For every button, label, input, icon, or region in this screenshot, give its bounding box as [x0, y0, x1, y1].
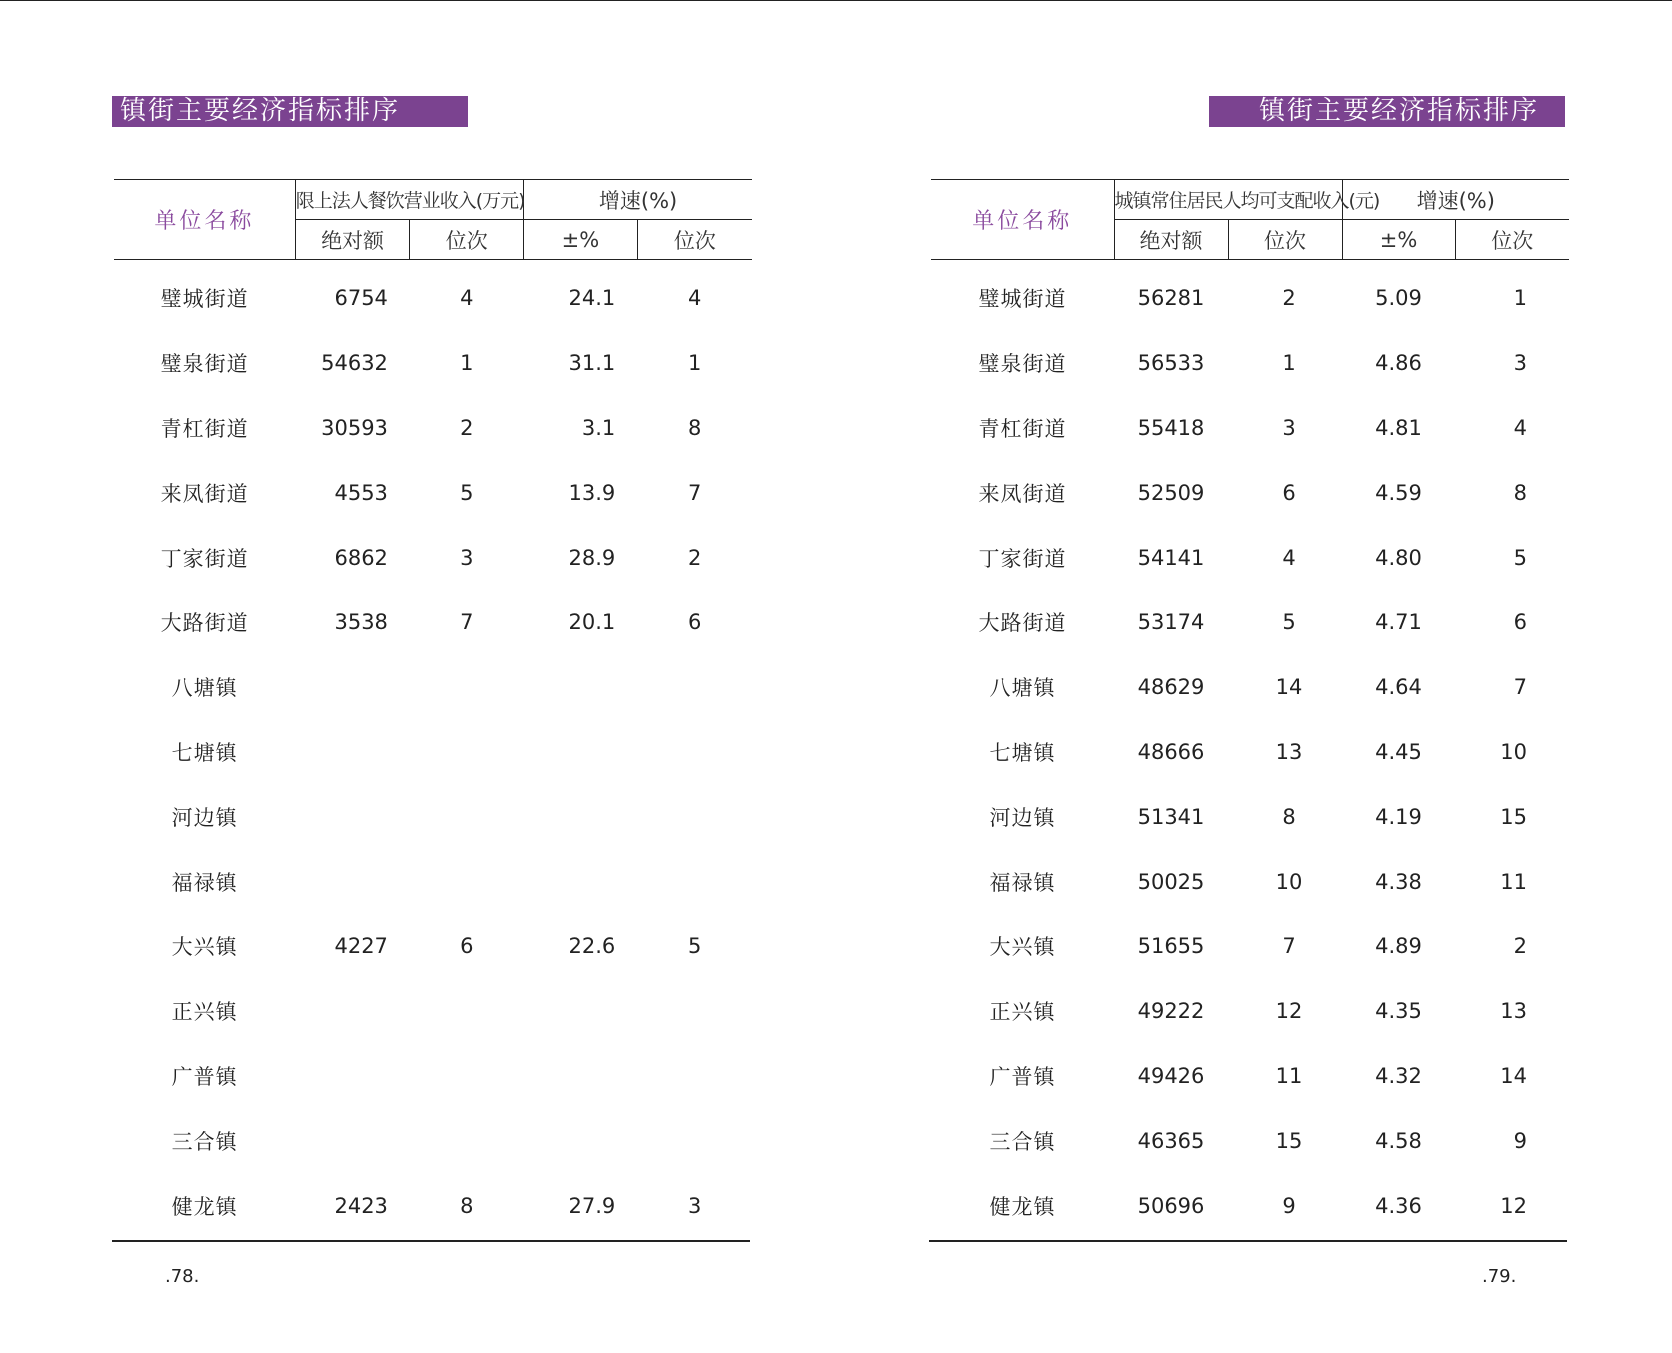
column-header-rank: 位次	[410, 220, 524, 260]
absolute-value-cell: 49426	[1137, 1063, 1205, 1088]
growth-percent-cell: 4.86	[1375, 351, 1422, 376]
absolute-value-cell: 52509	[1137, 480, 1205, 505]
table-row	[114, 460, 752, 525]
absolute-value-cell: 56533	[1137, 351, 1205, 376]
rank-cell: 7	[1282, 934, 1296, 959]
rank-cell	[410, 979, 524, 1044]
growth-rank-cell: 3	[687, 1193, 702, 1218]
unit-name-cell: 青杠街道	[978, 416, 1067, 441]
growth-percent-cell: 4.58	[1375, 1128, 1422, 1153]
table-row	[931, 260, 1569, 331]
growth-percent-cell: 4.71	[1375, 610, 1422, 635]
column-group-header-value: 城镇常住居民人均可支配收入(元)	[1114, 180, 1342, 220]
table-row	[931, 914, 1569, 979]
absolute-value-cell: 30593	[321, 415, 388, 440]
rank-cell	[410, 655, 524, 720]
growth-rank-cell: 10	[1500, 739, 1528, 764]
growth-percent-cell: 4.45	[1375, 739, 1422, 764]
growth-percent-cell: 4.81	[1375, 415, 1422, 440]
table-row	[114, 1108, 752, 1173]
table-row	[114, 525, 752, 590]
unit-name-cell: 健龙镇	[989, 1194, 1056, 1219]
unit-name-cell: 正兴镇	[171, 1000, 238, 1025]
unit-name-cell: 正兴镇	[989, 1000, 1056, 1025]
rank-cell: 8	[460, 1193, 474, 1218]
growth-percent-cell: 5.09	[1375, 286, 1422, 311]
unit-name-cell: 来凤街道	[978, 481, 1067, 506]
rank-cell: 14	[1275, 675, 1303, 700]
rank-cell: 11	[1275, 1063, 1303, 1088]
absolute-value-cell	[295, 1108, 410, 1173]
table-row	[931, 979, 1569, 1044]
unit-name-cell: 七塘镇	[171, 740, 238, 765]
absolute-value-cell: 3538	[334, 610, 388, 635]
table-row	[114, 331, 752, 396]
column-header-unit-name: 单位名称	[114, 180, 295, 260]
table-bottom-rule	[929, 1240, 1567, 1242]
ranking-table	[931, 179, 1569, 1238]
growth-percent-cell: 31.1	[568, 351, 616, 376]
growth-rank-cell: 11	[1500, 869, 1528, 894]
growth-percent-cell: 13.9	[568, 480, 616, 505]
absolute-value-cell: 55418	[1137, 415, 1205, 440]
absolute-value-cell: 48629	[1137, 675, 1205, 700]
unit-name-cell: 大路街道	[160, 611, 249, 636]
growth-percent-cell	[524, 655, 638, 720]
table-row	[114, 590, 752, 655]
unit-name-cell: 丁家街道	[160, 546, 249, 571]
growth-percent-cell: 4.19	[1375, 804, 1422, 829]
absolute-value-cell	[295, 655, 410, 720]
growth-percent-cell: 4.38	[1375, 869, 1422, 894]
growth-percent-cell: 4.35	[1375, 999, 1422, 1024]
column-header-percent: ±%	[524, 220, 638, 260]
growth-rank-cell	[637, 849, 752, 914]
absolute-value-cell	[295, 979, 410, 1044]
absolute-value-cell: 4227	[334, 934, 388, 959]
unit-name-cell: 三合镇	[171, 1129, 238, 1154]
table-bottom-rule	[112, 1240, 750, 1242]
growth-rank-cell: 1	[687, 351, 702, 376]
table-row	[931, 525, 1569, 590]
rank-cell: 10	[1275, 869, 1303, 894]
absolute-value-cell: 51655	[1137, 934, 1205, 959]
unit-name-cell: 璧城街道	[160, 287, 249, 312]
right-page	[927, 0, 1587, 1353]
table-row	[931, 396, 1569, 461]
column-header-unit-name: 单位名称	[931, 180, 1114, 260]
growth-percent-cell: 24.1	[568, 286, 616, 311]
rank-cell	[410, 784, 524, 849]
growth-rank-cell: 13	[1500, 999, 1528, 1024]
table-row	[931, 655, 1569, 720]
column-header-absolute: 绝对额	[1114, 220, 1228, 260]
absolute-value-cell	[295, 720, 410, 785]
growth-percent-cell	[524, 1108, 638, 1173]
growth-percent-cell: 28.9	[568, 545, 616, 570]
table-row	[114, 1044, 752, 1109]
rank-cell	[410, 1108, 524, 1173]
section-banner: 镇街主要经济指标排序	[1209, 96, 1565, 127]
rank-cell: 6	[1282, 480, 1296, 505]
unit-name-cell: 大兴镇	[989, 935, 1056, 960]
rank-cell	[410, 1044, 524, 1109]
column-header-percent: ±%	[1342, 220, 1455, 260]
absolute-value-cell: 50696	[1137, 1193, 1205, 1218]
growth-rank-cell: 6	[687, 610, 702, 635]
growth-percent-cell: 4.80	[1375, 545, 1422, 570]
rank-cell: 8	[1282, 804, 1296, 829]
rank-cell: 1	[460, 351, 474, 376]
growth-rank-cell: 2	[687, 545, 702, 570]
growth-rank-cell	[637, 784, 752, 849]
growth-rank-cell: 5	[1513, 545, 1528, 570]
unit-name-cell: 青杠街道	[160, 416, 249, 441]
growth-rank-cell: 14	[1500, 1063, 1528, 1088]
absolute-value-cell: 50025	[1137, 869, 1205, 894]
absolute-value-cell: 4553	[334, 480, 388, 505]
absolute-value-cell: 6754	[334, 286, 388, 311]
growth-percent-cell: 3.1	[581, 415, 616, 440]
rank-cell: 15	[1275, 1128, 1303, 1153]
absolute-value-cell: 56281	[1137, 286, 1205, 311]
growth-rank-cell: 8	[1513, 480, 1528, 505]
rank-cell: 6	[460, 934, 474, 959]
absolute-value-cell	[295, 1044, 410, 1109]
unit-name-cell: 广普镇	[989, 1064, 1056, 1089]
absolute-value-cell: 49222	[1137, 999, 1205, 1024]
unit-name-cell: 福禄镇	[171, 870, 238, 895]
column-group-header-growth: 增速(%)	[524, 180, 752, 220]
left-page	[110, 0, 770, 1353]
unit-name-cell: 广普镇	[171, 1064, 238, 1089]
absolute-value-cell	[295, 784, 410, 849]
rank-cell: 5	[460, 480, 474, 505]
table-row	[114, 849, 752, 914]
rank-cell: 13	[1275, 739, 1303, 764]
table-row	[931, 590, 1569, 655]
growth-rank-cell: 7	[1513, 675, 1528, 700]
rank-cell: 12	[1275, 999, 1303, 1024]
growth-percent-cell	[524, 720, 638, 785]
growth-rank-cell	[637, 1108, 752, 1173]
column-group-header-value: 限上法人餐饮营业收入(万元)	[295, 180, 523, 220]
growth-percent-cell: 20.1	[568, 610, 616, 635]
rank-cell	[410, 720, 524, 785]
rank-cell	[410, 849, 524, 914]
growth-rank-cell: 8	[687, 415, 702, 440]
growth-rank-cell: 12	[1500, 1193, 1528, 1218]
table-row	[114, 655, 752, 720]
table-row	[931, 1044, 1569, 1109]
rank-cell: 1	[1282, 351, 1296, 376]
absolute-value-cell: 2423	[334, 1193, 388, 1218]
growth-rank-cell	[637, 1044, 752, 1109]
growth-percent-cell	[524, 784, 638, 849]
growth-rank-cell: 3	[1513, 351, 1528, 376]
page-number: .79.	[1482, 1266, 1517, 1287]
rank-cell: 3	[460, 545, 474, 570]
unit-name-cell: 福禄镇	[989, 870, 1056, 895]
growth-percent-cell	[524, 849, 638, 914]
table-row	[114, 979, 752, 1044]
unit-name-cell: 璧泉街道	[978, 352, 1067, 377]
rank-cell: 2	[460, 415, 474, 440]
growth-percent-cell	[524, 979, 638, 1044]
ranking-table	[114, 179, 752, 1238]
growth-percent-cell: 27.9	[568, 1193, 616, 1218]
column-header-growth-rank: 位次	[1455, 220, 1569, 260]
growth-rank-cell: 7	[687, 480, 702, 505]
rank-cell: 4	[460, 286, 474, 311]
unit-name-cell: 河边镇	[171, 805, 238, 830]
table-row	[931, 849, 1569, 914]
rank-cell: 5	[1282, 610, 1296, 635]
growth-rank-cell: 6	[1513, 610, 1528, 635]
table-row	[931, 460, 1569, 525]
unit-name-cell: 大兴镇	[171, 935, 238, 960]
unit-name-cell: 丁家街道	[978, 546, 1067, 571]
table-row	[114, 260, 752, 331]
column-header-absolute: 绝对额	[295, 220, 410, 260]
growth-percent-cell	[524, 1044, 638, 1109]
growth-percent-cell: 4.64	[1375, 675, 1422, 700]
column-header-growth-rank: 位次	[637, 220, 752, 260]
unit-name-cell: 七塘镇	[989, 740, 1056, 765]
table-row	[931, 720, 1569, 785]
growth-rank-cell: 15	[1500, 804, 1528, 829]
table-row	[114, 720, 752, 785]
growth-percent-cell: 22.6	[568, 934, 616, 959]
page-number: .78.	[165, 1266, 200, 1287]
rank-cell: 9	[1282, 1193, 1296, 1218]
growth-percent-cell: 4.89	[1375, 934, 1422, 959]
rank-cell: 2	[1282, 286, 1296, 311]
growth-rank-cell: 1	[1513, 286, 1528, 311]
column-header-rank: 位次	[1228, 220, 1342, 260]
growth-rank-cell: 2	[1513, 934, 1528, 959]
table-row	[114, 1173, 752, 1238]
growth-rank-cell	[637, 979, 752, 1044]
absolute-value-cell: 48666	[1137, 739, 1205, 764]
absolute-value-cell: 6862	[334, 545, 388, 570]
growth-percent-cell: 4.59	[1375, 480, 1422, 505]
unit-name-cell: 三合镇	[989, 1129, 1056, 1154]
unit-name-cell: 河边镇	[989, 805, 1056, 830]
growth-rank-cell: 5	[687, 934, 702, 959]
growth-percent-cell: 4.32	[1375, 1063, 1422, 1088]
column-group-header-growth: 增速(%)	[1342, 180, 1569, 220]
table-row	[114, 784, 752, 849]
absolute-value-cell: 53174	[1137, 610, 1205, 635]
unit-name-cell: 八塘镇	[171, 676, 238, 701]
growth-rank-cell: 4	[687, 286, 702, 311]
growth-rank-cell	[637, 655, 752, 720]
growth-rank-cell: 9	[1513, 1128, 1528, 1153]
unit-name-cell: 璧城街道	[978, 287, 1067, 312]
table-row	[931, 331, 1569, 396]
table-row	[114, 396, 752, 461]
table-row	[931, 1173, 1569, 1238]
unit-name-cell: 健龙镇	[171, 1194, 238, 1219]
unit-name-cell: 璧泉街道	[160, 352, 249, 377]
table-row	[114, 914, 752, 979]
unit-name-cell: 八塘镇	[989, 676, 1056, 701]
growth-rank-cell	[637, 720, 752, 785]
section-banner: 镇街主要经济指标排序	[112, 96, 468, 127]
rank-cell: 7	[460, 610, 474, 635]
growth-rank-cell: 4	[1513, 415, 1528, 440]
growth-percent-cell: 4.36	[1375, 1193, 1422, 1218]
unit-name-cell: 大路街道	[978, 611, 1067, 636]
absolute-value-cell: 54632	[321, 351, 388, 376]
absolute-value-cell	[295, 849, 410, 914]
absolute-value-cell: 46365	[1137, 1128, 1205, 1153]
table-row	[931, 1108, 1569, 1173]
table-row	[931, 784, 1569, 849]
rank-cell: 4	[1282, 545, 1296, 570]
unit-name-cell: 来凤街道	[160, 481, 249, 506]
absolute-value-cell: 51341	[1137, 804, 1205, 829]
absolute-value-cell: 54141	[1137, 545, 1205, 570]
rank-cell: 3	[1282, 415, 1296, 440]
